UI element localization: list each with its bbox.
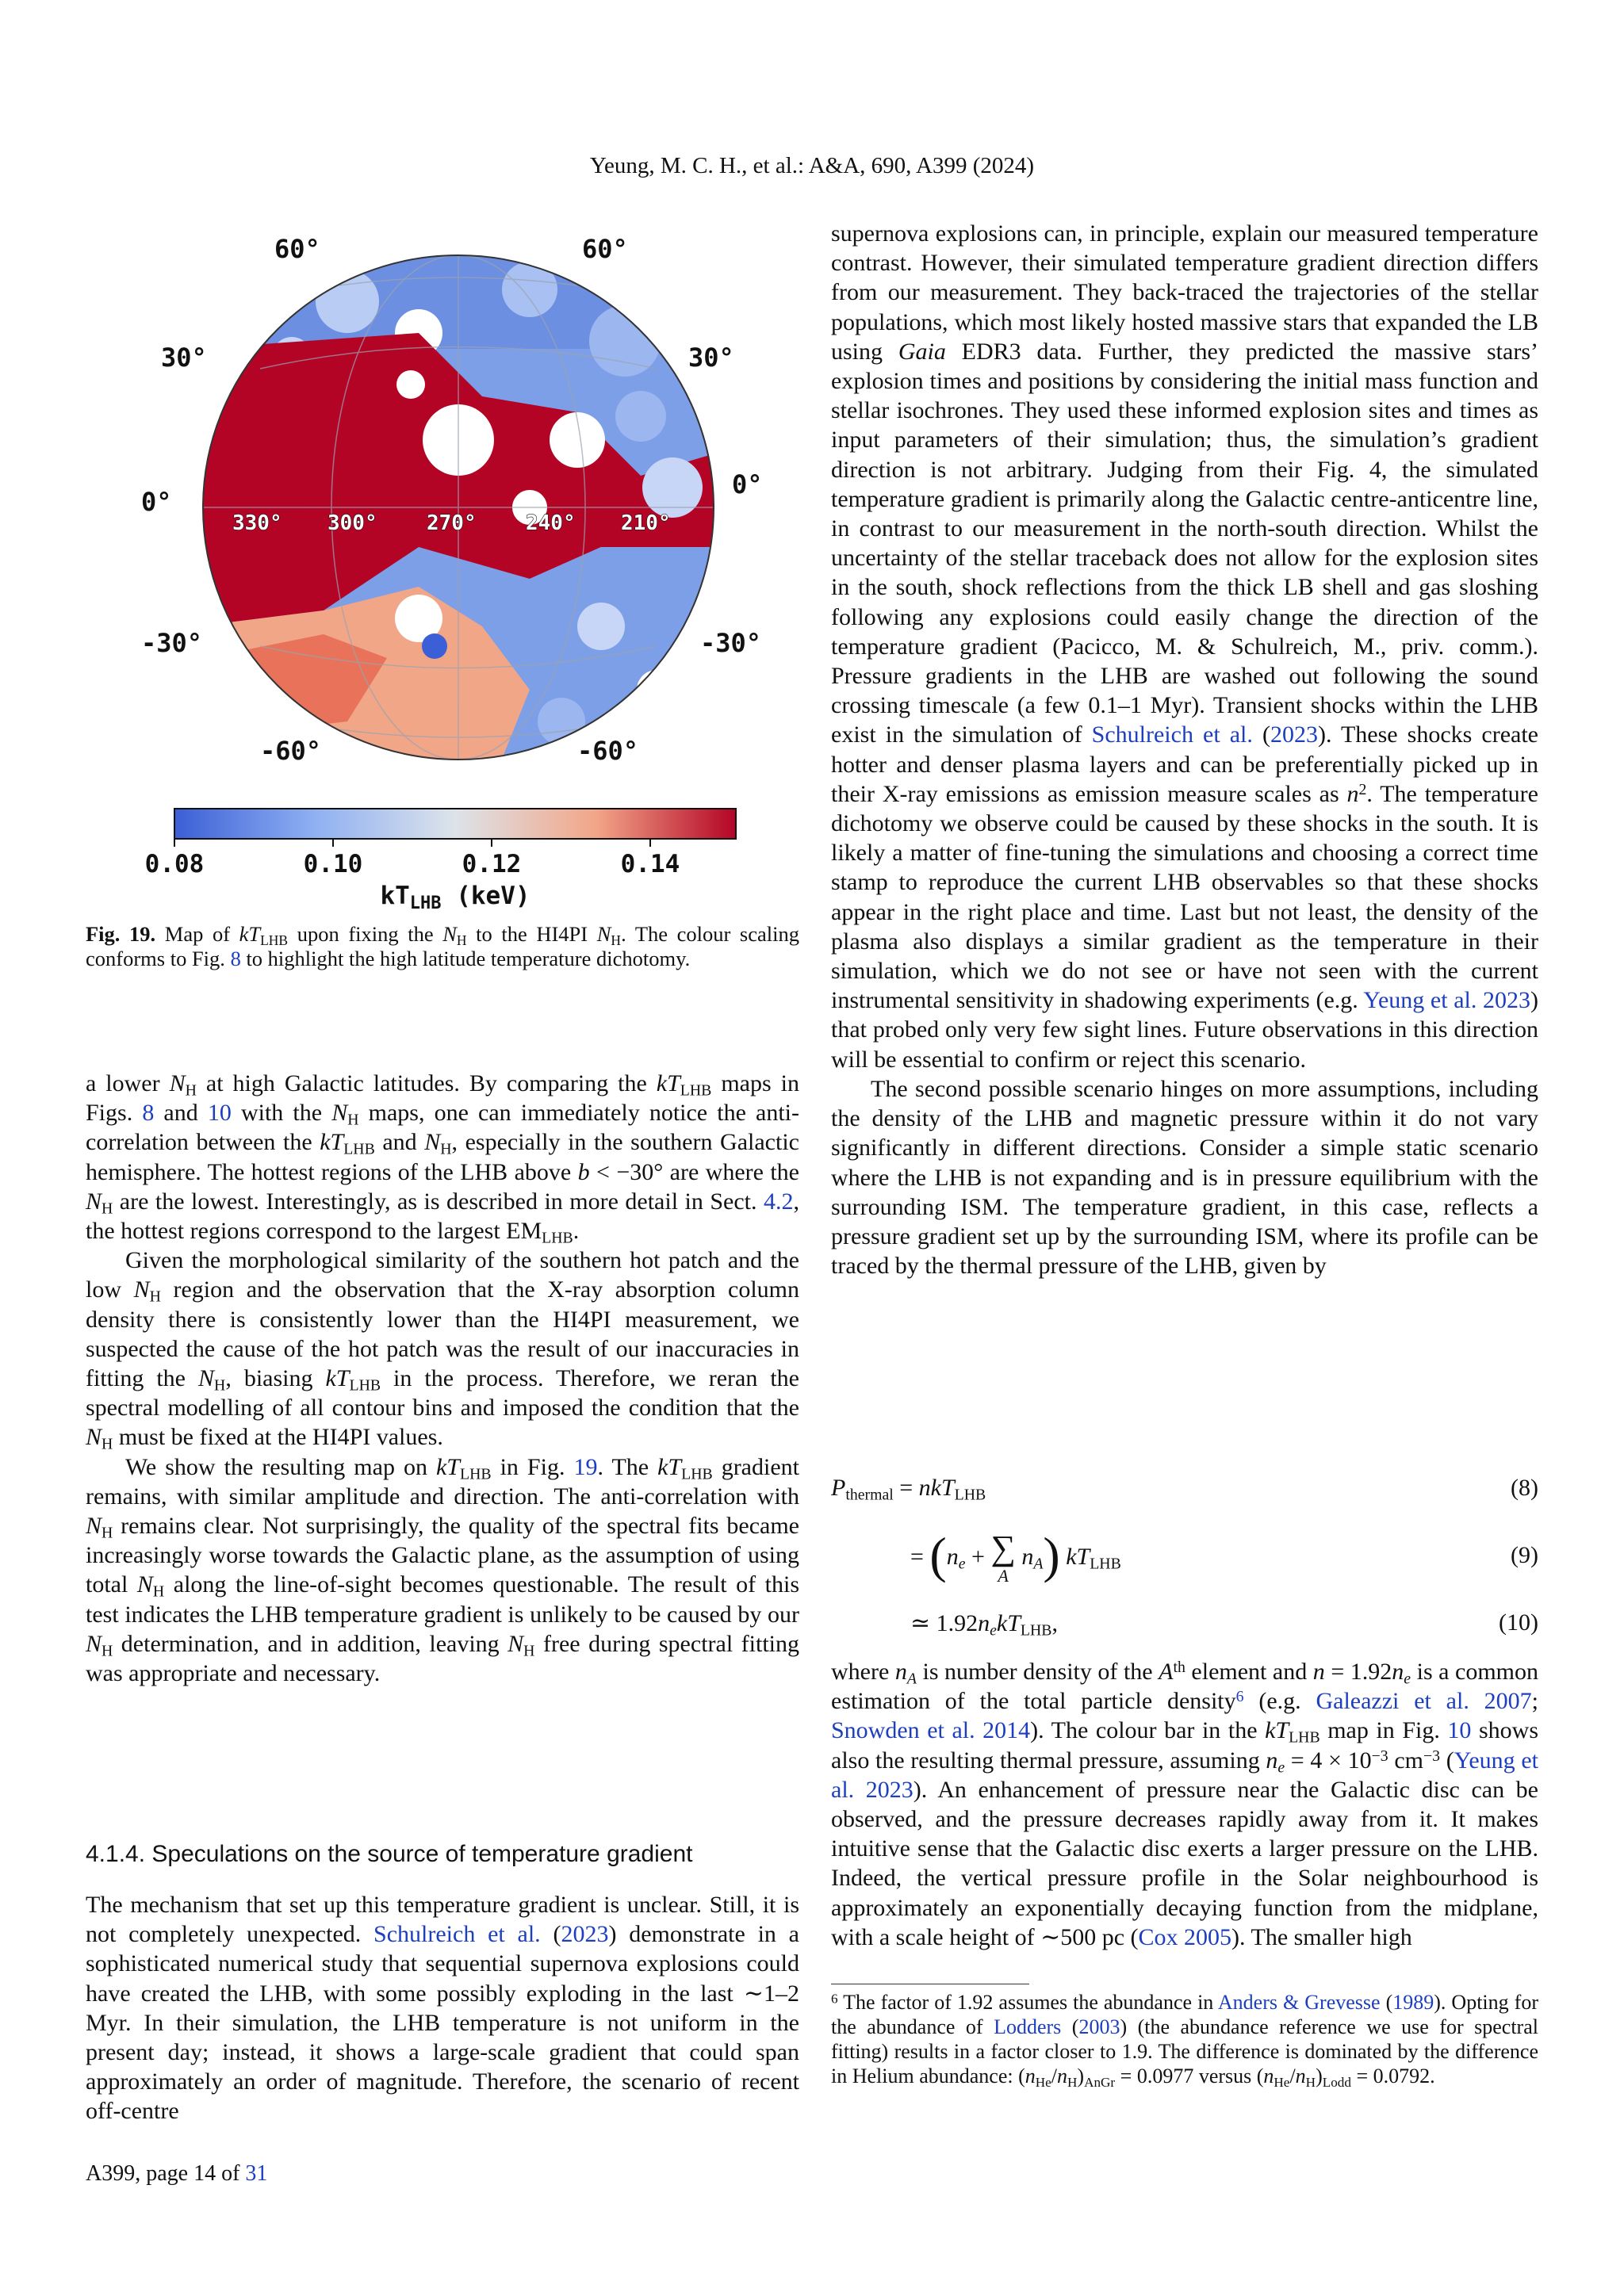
colorbar-tick-1: 0.10	[303, 850, 363, 878]
colorbar-tick-3: 0.14	[620, 850, 680, 878]
colorbar-title: kTLHB (keV)	[380, 882, 530, 913]
lon-label-240: 240°	[526, 511, 576, 535]
section-heading: 4.1.4. Speculations on the source of temperature gradient	[86, 1841, 693, 1867]
total-pages-link[interactable]: 31	[245, 2161, 268, 2186]
lat-label-right-m60: -60°	[577, 736, 639, 766]
left-column-text: a lower $N_H$ at high Galactic latitudes. By comparing the $kT_{LHB}$ maps in Figs. 8 and 10 with the $N_H$ maps, one can immediately notice the anti-correlation between the $kT_{LHB}$ and $N_H$, especially in the southern Galactic hemisphere. The hottest regions of the LHB above b < −30° are where the $N_H$ are the lowest. Interestingly, as is described in more detail in Sect. 4.2, the hottest regions correspond to the largest $EM_{LHB}$. Given the morphological similarity of the southern hot patch and the low $N_H$ region and the observation that the X-ray absorption column density there is consistently lower than the HI4PI measurement, we suspected the cause of the hot patch was the result of our inaccuracies in fitting the $N_H$, biasing $kT_{LHB}$ in the process. Therefore, we reran the spectral modelling of all contour bins and imposed the condition that the $N_H$ must be fixed at the HI4PI values. We show the resulting map on $kT_{LHB}$ in Fig. 19. The $kT_{LHB}$ gradient remains, with similar amplitude and direction. The anti-correlation with $N_H$ remains clear. Not surprisingly, the quality of the spectral fits became increasingly worse towards the Galactic plane, as the assumption of using total $N_H$ along the line-of-sight becomes questionable. The result of this test indicates the LHB temperature gradient is unlikely to be caused by our $N_H$ determination, and in addition, leaving $N_H$ free during spectral fitting was appropriate and necessary.	[86, 1070, 799, 1687]
lat-label-left-0: 0°	[141, 487, 172, 517]
lat-label-right-m30: -30°	[700, 628, 762, 658]
lat-label-left-30: 30°	[161, 342, 207, 373]
lat-label-left-m60: -60°	[260, 736, 322, 766]
colorbar-tick-0: 0.08	[144, 850, 205, 878]
colorbar	[174, 809, 736, 839]
lat-label-right-0: 0°	[732, 469, 763, 499]
right-column-text: supernova explosions can, in principle, explain our measured temperature contrast. However, their simulated temperature gradient direction differs from our measurement. They back-traced the trajectories of the stellar populations, which most likely hosted massive stars that expanded the LB using Gaia EDR3 data. Further, they predicted the massive stars’ explosion times and positions by considering the initial mass function and stellar isochrones. They used these informed explosion sites and times as input parameters of their simulation; thus, the simulation’s gradient direction is not arbitrary. Judging from their Fig. 4, the simulated temperature gradient is primarily along the Galactic centre-anticentre line, in contrast to our measurement in the north-south direction. Whilst the uncertainty of the stellar traceback does not allow for the explosion sites in the south, shock reflections from the thick LB shell and gas sloshing following any explosions could easily change the direction of the temperature gradient (Pacicco, M. & Schulreich, M., priv. comm.). Pressure gradients in the LHB are washed out following the sound crossing timescale (a few 0.1–1 Myr). Transient shocks within the LHB exist in the simulation of Schulreich et al. (2023). These shocks create hotter and denser plasma layers and can be preferentially picked up in their X-ray emissions as emission measure scales as $n^2$. The temperature dichotomy we observe could be caused by these shocks in the south. It is likely a matter of fine-tuning the simulations and choosing a correct time stamp to reproduce the current LHB observables so that these shocks appear in the right place and time. Last but not least, the density of the plasma also displays a similar gradient as the temperature in their simulation, which we do not see or have not seen with the current instrumental sensitivity in shadowing experiments (e.g. Yeung et al. 2023) that probed only very few sight lines. Future observations in this direction will be essential to confirm or reject this scenario. The second possible scenario hinges on more assumptions, including the density of the LHB and magnetic pressure within it do not vary significantly in different directions. Consider a simple static scenario where the LHB is not expanding and is in pressure equilibrium with the surrounding ISM. The temperature gradient, in this case, reflects a pressure gradient set up by the surrounding ISM, where its profile can be traced by the thermal pressure of the LHB, given by	[831, 220, 1538, 1280]
lhb-temperature-map	[86, 214, 799, 928]
lon-label-210: 210°	[621, 511, 671, 535]
figure-19	[86, 214, 799, 928]
right-column-text-2: where $n_A$ is number density of the $A^{th}$ element and $n = 1.92n_e$ is a common estimation of the total particle density$^6$ (e.g. Galeazzi et al. 2007; Snowden et al. 2014). The colour bar in the $kT_{LHB}$ map in Fig. 10 shows also the resulting thermal pressure, assuming $n_e = 4 \times 10^{-3}$ $cm^{-3}$ (Yeung et al. 2023). An enhancement of pressure near the Galactic disc can be observed, and the pressure decreases rapidly away from it. It makes intuitive sense that the Galactic disc exerts a larger pressure on the LHB. Indeed, the vertical pressure profile in the Solar neighbourhood is approximately an exponentially decaying function from the midplane, with a scale height of ∼500 pc (Cox 2005). The smaller high	[831, 1659, 1539, 1950]
lon-label-300: 300°	[327, 511, 377, 535]
lon-label-270: 270°	[427, 511, 477, 535]
lon-label-330: 330°	[232, 511, 282, 535]
colorbar-tick-2: 0.12	[462, 850, 522, 878]
section-text: The mechanism that set up this temperature gradient is unclear. Still, it is not completely unexpected. Schulreich et al. (2023) demonstrate in a sophisticated numerical study that sequential supernova explosions could have created the LHB, with some possibly exploding in the last ∼1–2 Myr. In their simulation, the LHB temperature is not uniform in the present day; instead, it shows a large-scale gradient that could span approximately an order of magnitude. Therefore, the scenario of recent off-centre	[86, 1892, 800, 2125]
equation-8: $P_{thermal} = nkT_{LHB}$ (8)	[831, 1475, 1538, 1504]
figure-caption: Fig. 19. Map of $kT_{LHB}$ upon fixing the $N_H$ to the HI4PI $N_H$. The colour scaling conforms to Fig. 8 to highlight the high latitude temperature dichotomy.	[86, 922, 799, 970]
page-footer: A399, page 14 of 31	[86, 2161, 268, 2186]
footnote-6: $^6$ The factor of 1.92 assumes the abundance in Anders & Grevesse (1989). Opting for the abundance of Lodders (2003) (the abundance reference we use for spectral fitting) results in a factor closer to 1.9. The difference is dominated by the difference in Helium abundance: $(n_{He}/n_H)_{AnGr} = 0.0977$ versus $(n_{He}/n_H)_{Lodd} = 0.0792$.	[831, 1991, 1538, 2090]
lat-label-left-m30: -30°	[141, 628, 203, 658]
lat-label-left-60: 60°	[274, 234, 320, 264]
running-header: Yeung, M. C. H., et al.: A&A, 690, A399 (2024)	[589, 153, 1035, 178]
caption-label: Fig. 19.	[86, 922, 156, 946]
lat-label-right-30: 30°	[688, 342, 734, 373]
lat-label-right-60: 60°	[582, 234, 628, 264]
